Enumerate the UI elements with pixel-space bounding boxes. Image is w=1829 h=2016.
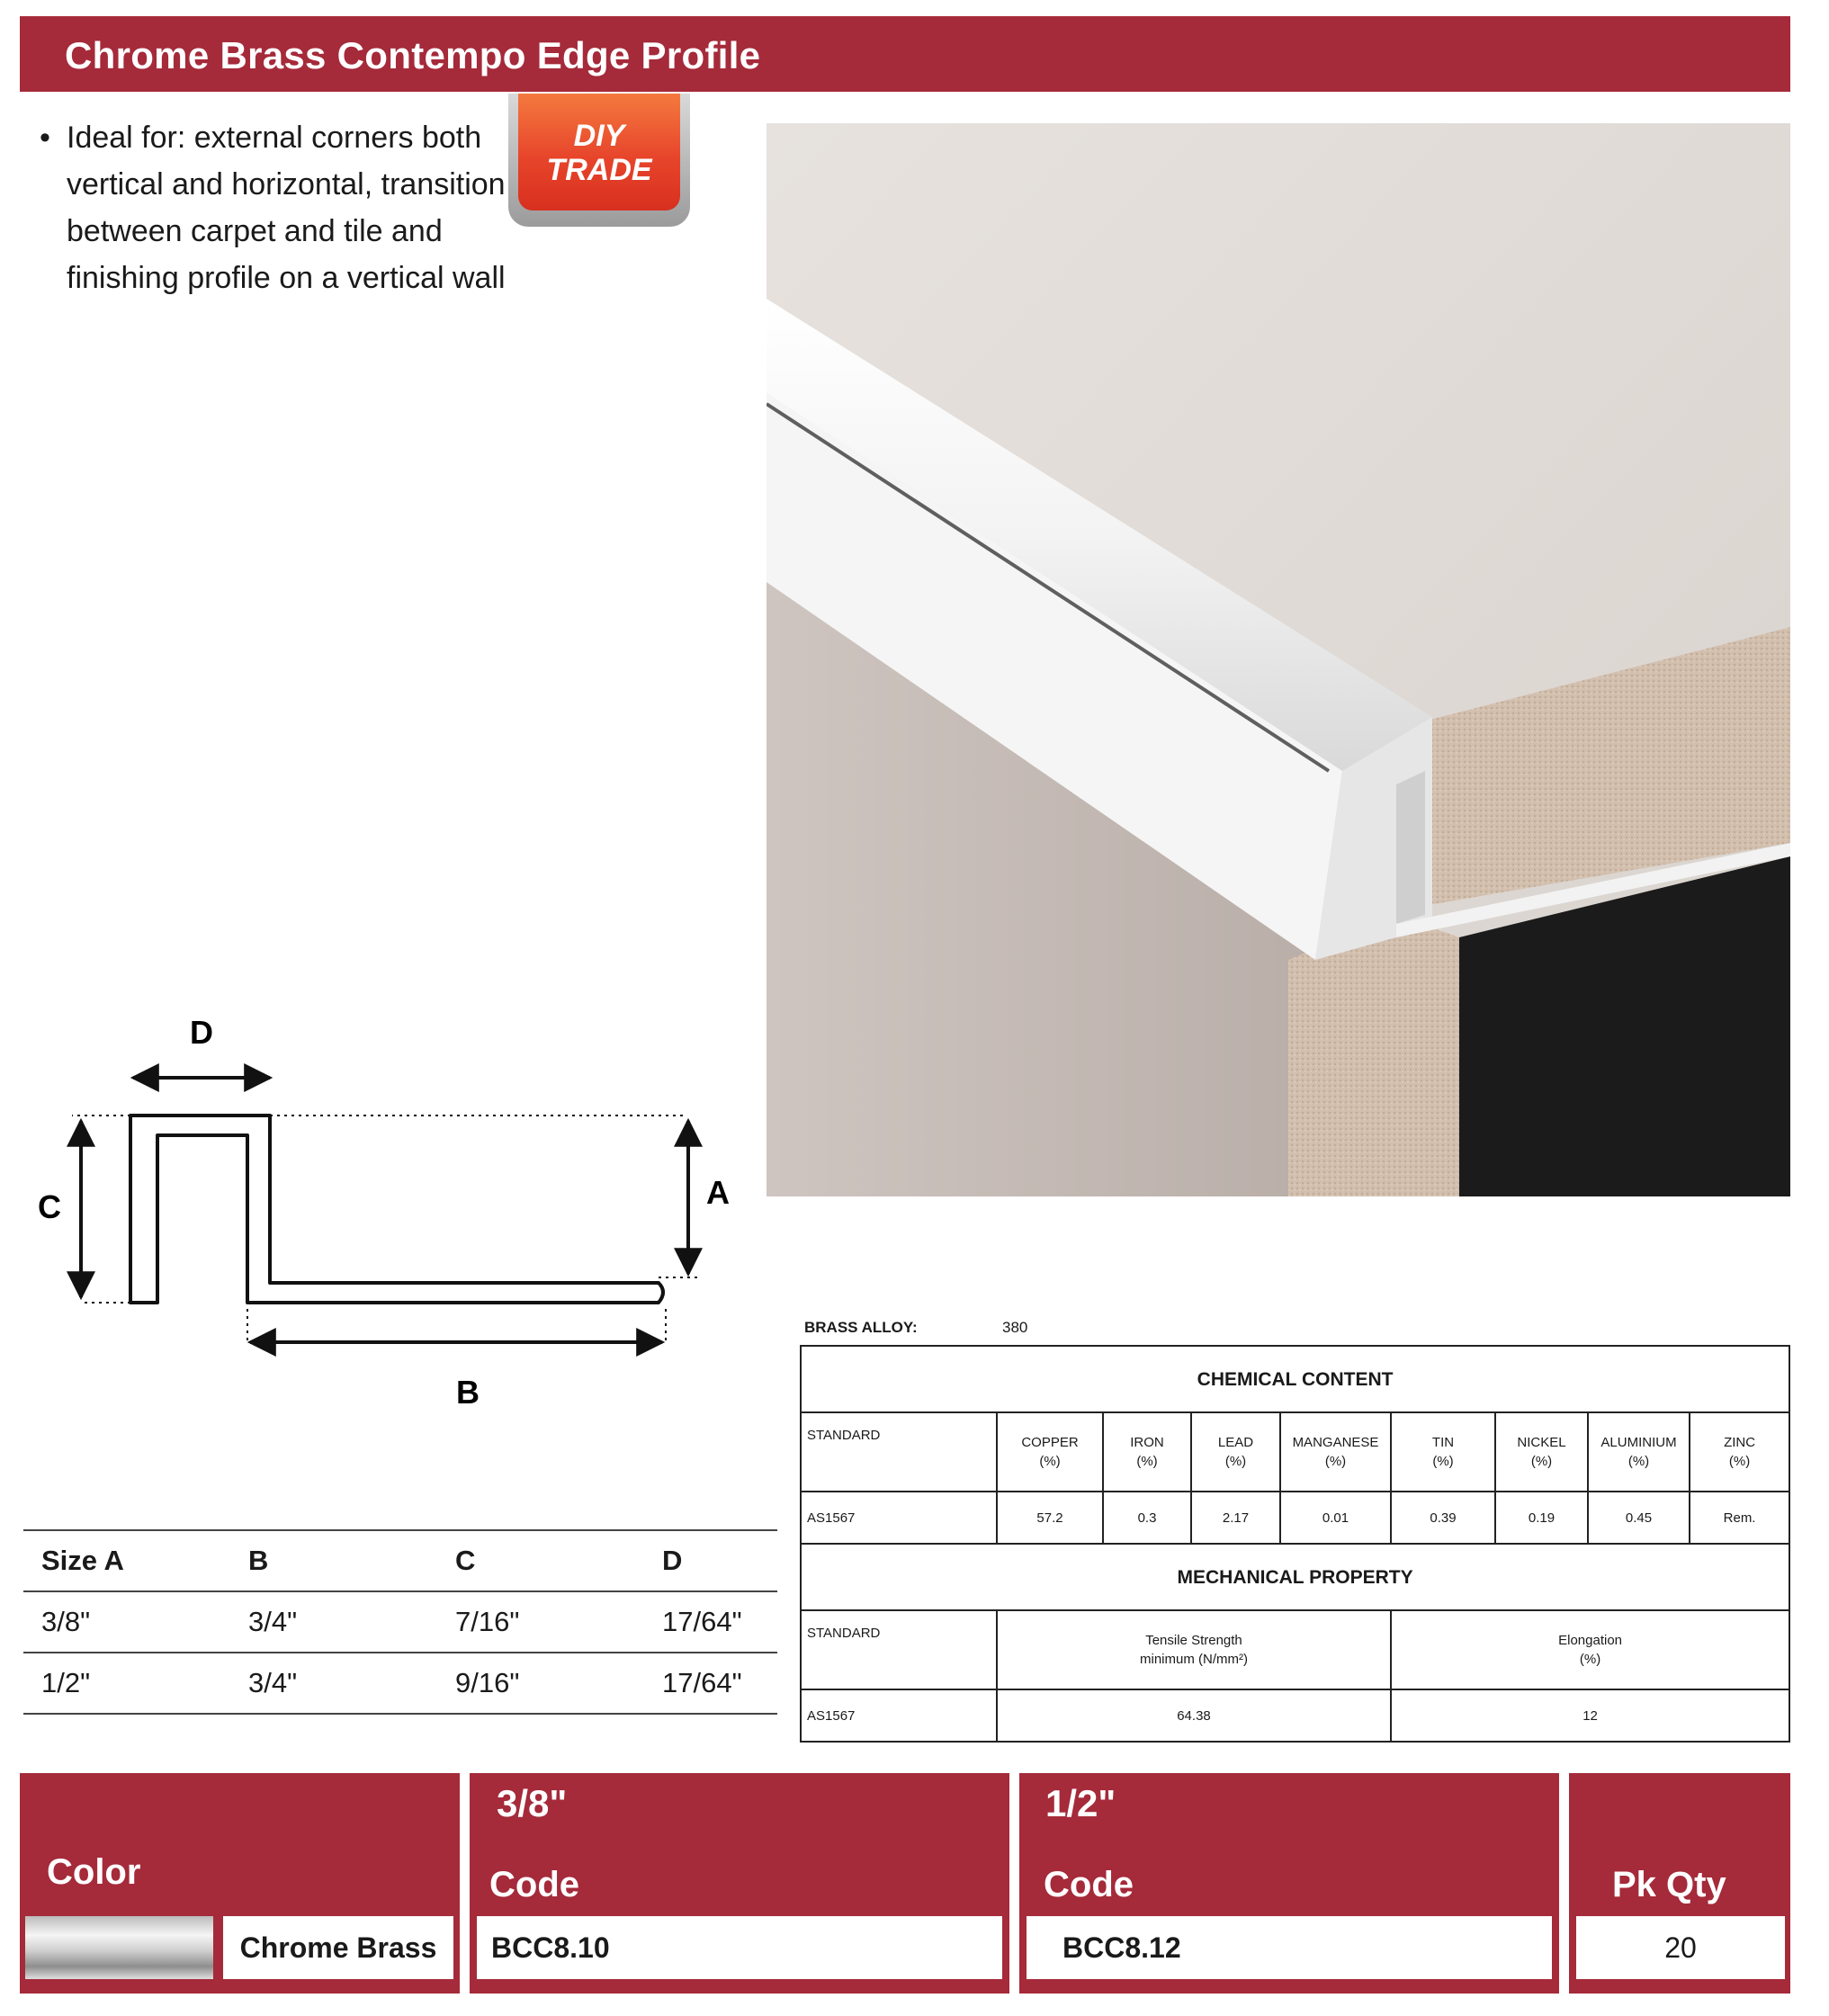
product-table [20,1773,1790,1994]
channel-inner [1396,771,1425,924]
divider [460,1773,470,1994]
chem-col-unit: (%) [1039,1454,1061,1469]
chem-col-name: COPPER [1021,1435,1079,1450]
chemical-title: CHEMICAL CONTENT [801,1346,1789,1412]
label-d: D [190,1014,213,1051]
pk-qty: 20 [1664,1931,1697,1964]
chem-value: Rem. [1690,1492,1789,1544]
chemical-value-row [801,1492,1789,1544]
chem-col-unit: (%) [1224,1454,1247,1469]
chem-col [1103,1412,1191,1492]
tensile-value: 64.38 [997,1689,1391,1742]
chem-col-unit: (%) [1324,1454,1347,1469]
size-cell: 3/4" [230,1591,437,1653]
alloy-value: 380 [1002,1319,1028,1336]
code-header-1-2: Code [1044,1865,1134,1904]
chem-value: 0.19 [1495,1492,1588,1544]
chrome-color-swatch [25,1916,213,1979]
diy-trade-badge [518,94,680,211]
table-row [23,1591,777,1653]
size-header-a: Size A [23,1530,230,1591]
alloy-label: BRASS ALLOY: [804,1319,918,1336]
tensile-unit: minimum (N/mm²) [1140,1652,1248,1667]
size-cell: 3/8" [23,1591,230,1653]
size-table-header [23,1530,777,1591]
code-cell-1-2 [1027,1916,1552,1979]
elongation-label: Elongation [1558,1633,1623,1648]
chem-col [997,1412,1103,1492]
chem-value: 57.2 [997,1492,1103,1544]
table-row [23,1653,777,1714]
page-title: Chrome Brass Contempo Edge Profile [65,34,761,76]
color-header: Color [47,1852,141,1892]
intro-line: finishing profile on a vertical wall [67,261,506,295]
mechanical-value-row [801,1689,1789,1742]
pk-qty-header: Pk Qty [1612,1865,1726,1904]
code-3-8: BCC8.10 [491,1931,610,1964]
badge-line-trade: TRADE [546,153,652,187]
chem-value: 0.39 [1391,1492,1495,1544]
chem-col-unit: (%) [1136,1454,1158,1469]
mech-standard: AS1567 [801,1689,997,1742]
intro-line: Ideal for: external corners both [67,121,482,155]
chem-value: 0.45 [1588,1492,1690,1544]
bullet-icon: • [40,121,50,155]
chem-col-name: ZINC [1724,1435,1756,1450]
chem-col [1191,1412,1280,1492]
chem-col-name: LEAD [1217,1435,1254,1450]
label-a: A [706,1174,730,1211]
chem-col-name: IRON [1130,1435,1164,1450]
mech-col-elongation [1391,1610,1789,1689]
header-bar [20,16,1790,92]
size-cell: 3/4" [230,1653,437,1714]
mech-standard-label: STANDARD [801,1610,997,1689]
chem-value: 0.3 [1103,1492,1191,1544]
elongation-unit: (%) [1579,1652,1601,1667]
chem-col-unit: (%) [1627,1454,1650,1469]
chem-col-name: TIN [1431,1435,1455,1450]
label-b: B [456,1374,480,1411]
chem-col-unit: (%) [1728,1454,1751,1469]
size-header-c: C [437,1530,644,1591]
size-cell: 1/2" [23,1653,230,1714]
intro-line: vertical and horizontal, transition [67,167,506,202]
color-name-cell [223,1916,453,1979]
size-cell: 17/64" [644,1653,777,1714]
size-table [23,1529,777,1715]
code-1-2: BCC8.12 [1062,1931,1181,1964]
tensile-label: Tensile Strength [1145,1633,1242,1648]
chem-col-name: ALUMINIUM [1600,1435,1677,1450]
divider [1559,1773,1569,1994]
chem-value: 2.17 [1191,1492,1280,1544]
elongation-value: 12 [1391,1689,1789,1742]
color-name: Chrome Brass [239,1931,437,1964]
chem-col [1391,1412,1495,1492]
size-header-b: B [230,1530,437,1591]
chem-col [1280,1412,1391,1492]
chem-col-unit: (%) [1530,1454,1553,1469]
divider [1009,1773,1019,1994]
mechanical-title: MECHANICAL PROPERTY [801,1544,1789,1610]
size-cell: 17/64" [644,1591,777,1653]
chem-standard-label: STANDARD [801,1412,997,1492]
chemical-header-row [801,1412,1789,1492]
spec-table [800,1345,1790,1743]
chem-col [1690,1412,1789,1492]
size-header-3-8: 3/8" [497,1782,568,1824]
pk-qty-cell [1576,1916,1785,1979]
chem-standard: AS1567 [801,1492,997,1544]
profile-diagram [27,1008,747,1421]
mechanical-header-row [801,1610,1789,1689]
intro-line: between carpet and tile and [67,214,443,248]
size-header-d: D [644,1530,777,1591]
label-c: C [38,1188,61,1225]
chem-col-name: MANGANESE [1292,1435,1379,1450]
badge-line-diy: DIY [573,119,625,153]
chem-value: 0.01 [1280,1492,1391,1544]
chem-col [1495,1412,1588,1492]
code-header-3-8: Code [489,1865,579,1904]
chem-col-name: NICKEL [1517,1435,1566,1450]
chem-col-unit: (%) [1432,1454,1454,1469]
mech-col-tensile [997,1610,1391,1689]
size-cell: 7/16" [437,1591,644,1653]
chem-col [1588,1412,1690,1492]
size-cell: 9/16" [437,1653,644,1714]
product-photo [767,123,1790,1196]
code-cell-3-8 [477,1916,1002,1979]
size-header-1-2: 1/2" [1045,1782,1116,1824]
profile-shape [130,1116,663,1303]
intro-description [67,114,507,301]
